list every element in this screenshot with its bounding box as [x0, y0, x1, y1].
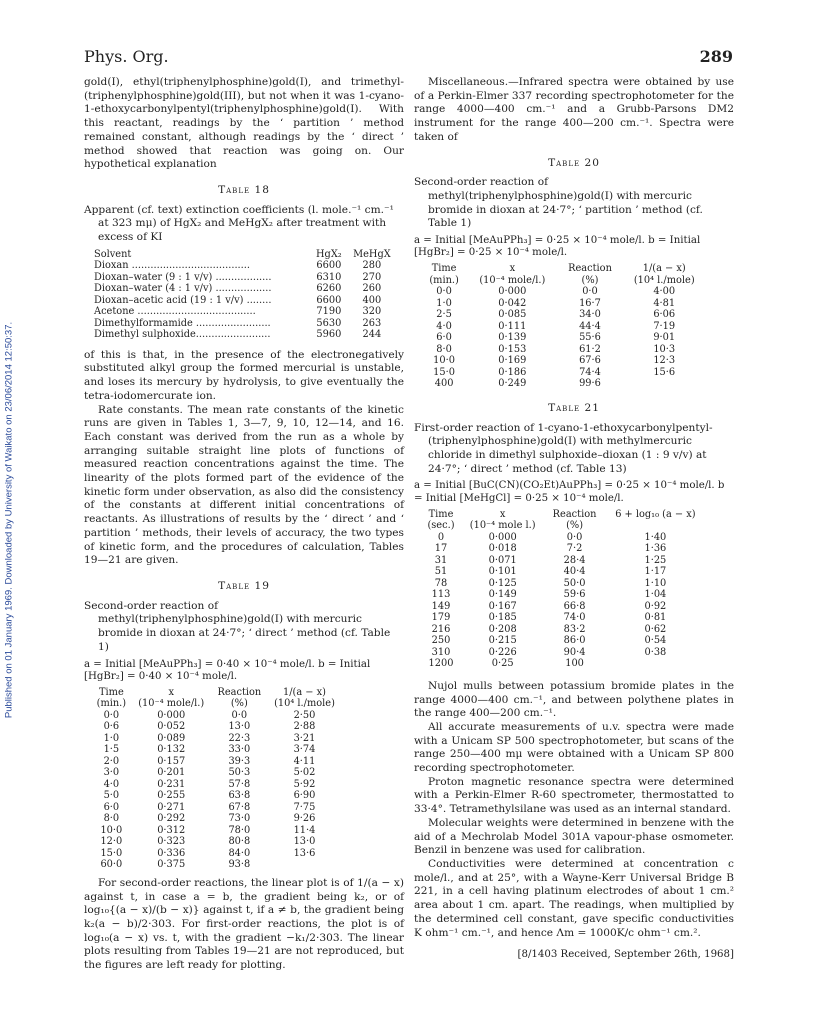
table-row	[422, 635, 707, 647]
table-cell: 179	[431, 612, 451, 624]
table-cell: 5·02	[293, 767, 316, 779]
table-row	[422, 332, 707, 344]
table-header-cell: x	[499, 508, 506, 520]
table-cell: 13·0	[228, 721, 251, 733]
paragraph: Rate constants. The mean rate constants of the kinetic runs are given in Tables 1, 3—7, 9, 10, 12—14, and 16. Each constant was derived from the run as a whole by arranging suitable straight line plots of functions of measured reaction concentrations against the time. The linearity of the plots formed part of the evidence of the kinetic form under observation, as also did the consistency of the constants at different initial concentrations of reactants. As illustrations of results by the ‘ direct ’ and ‘ partition ’ methods, their levels of accuracy, the two types of kinetic form, and the procedures of calculation, Tables 19—21 are given.	[84, 403, 404, 567]
table-cell: 13·0	[293, 836, 316, 848]
table-header-cell: x	[509, 263, 516, 275]
table-cell: 400	[434, 378, 454, 390]
table-cell: 51	[434, 566, 448, 578]
paragraph: Conductivities were determined at concentration c mole/l., and at 25°, with a Wayne-Kerr Universal Bridge B 221, in a cell having platinum electrodes of about 1 cm.² area about 1 cm. apart. The readings, when multiplied by the determined cell constant, gave specific conductivities K ohm⁻¹ cm.⁻¹, and hence Λm = 1000K/c ohm⁻¹ cm.².	[414, 858, 734, 939]
table-row	[422, 344, 707, 356]
table-cell: 0·81	[644, 612, 667, 624]
table-row	[92, 790, 342, 802]
table-cell: 0·38	[644, 646, 667, 658]
table-cell: 0·018	[488, 543, 517, 555]
table-cell: 100	[565, 658, 584, 670]
table-header-cell: (%)	[581, 274, 599, 286]
table-cell: 6310	[316, 271, 342, 283]
table-19-initial-conditions: a = Initial [MeAuPPh₃] = 0·40 × 10⁻⁴ mole/l. b = Initial [HgBr₂] = 0·40 × 10⁻⁴ mole/l.	[84, 658, 371, 682]
paragraph: Nujol mulls between potassium bromide plates in the range 4000—400 cm.⁻¹, and between polythene plates in the range 400—200 cm.⁻¹.	[414, 679, 734, 720]
table-row	[92, 767, 342, 779]
table-cell: 4·11	[293, 755, 316, 767]
table-row	[92, 306, 397, 318]
table-cell: 99·6	[579, 378, 601, 390]
paragraph: Molecular weights were determined in benzene with the aid of a Mechrolab Model 301A vapour-phase osmometer. Benzil in benzene was used for calibration.	[414, 816, 734, 857]
table-cell: 17	[434, 543, 448, 555]
table-cell: 16·7	[579, 297, 601, 309]
table-cell: 78·0	[228, 824, 251, 836]
table-cell: 1·40	[644, 531, 667, 543]
table-row	[92, 859, 342, 871]
table-cell: 10·3	[653, 343, 676, 355]
table-header-cell: (10⁻⁴ mole/l.)	[138, 698, 205, 710]
table-cell: 0·052	[157, 721, 186, 733]
table-cell	[621, 378, 707, 390]
table-19-description: Second-order reaction of methyl(triphenylphosphine)gold(I) with mercuric bromide in dioxan at 24·7°; ‘ direct ’ method (cf. Table 1)	[84, 599, 391, 653]
table-header-cell: (10⁻⁴ mole l.)	[469, 520, 536, 532]
table-cell: 83·2	[563, 623, 586, 635]
table-cell: 4·81	[653, 297, 676, 309]
table-cell: Dioxan–acetic acid (19 : 1 v/v) ........	[94, 294, 272, 306]
table-cell: 50·3	[228, 767, 251, 779]
table-row	[422, 566, 707, 578]
table-21-initial-conditions: a = Initial [BuC(CN)(CO₂Et)AuPPh₃] = 0·25 × 10⁻⁴ mole/l. b = Initial [MeHgCl] = 0·25 × 10⁻⁴ mole/l.	[414, 480, 725, 504]
table-cell: 66·8	[563, 600, 586, 612]
table-header-cell: MeHgX	[353, 248, 391, 260]
table-cell: Dimethylformamide ........................	[94, 317, 271, 329]
table-cell: 73·0	[228, 813, 251, 825]
table-cell: 0·231	[157, 778, 186, 790]
table-header-cell: 1/(a − x)	[642, 263, 686, 275]
table-cell: 5·0	[103, 790, 120, 802]
table-cell: 13·6	[293, 847, 316, 859]
table-header-cell: (sec.)	[427, 520, 455, 532]
table-cell: 3·21	[293, 732, 316, 744]
table-cell	[604, 658, 707, 670]
table-header-cell: Reaction	[552, 508, 597, 520]
table-cell: 0·132	[157, 744, 186, 756]
table-19	[92, 687, 342, 871]
table-header-cell: x	[168, 686, 174, 698]
table-row	[92, 721, 342, 733]
table-18	[92, 249, 397, 341]
table-cell: 80·8	[228, 836, 251, 848]
table-cell: 0·000	[498, 286, 527, 298]
table-cell: 0·139	[498, 332, 527, 344]
table-header-cell: Time	[428, 508, 454, 520]
table-cell: 0·111	[498, 320, 527, 332]
table-cell: 2·50	[293, 709, 316, 721]
table-cell: 11·4	[293, 824, 316, 836]
table-cell: 0·125	[488, 577, 517, 589]
table-cell: 0·249	[498, 378, 527, 390]
table-18-caption: Table 18	[218, 183, 270, 196]
table-cell: 1·5	[103, 744, 120, 756]
paragraph: Proton magnetic resonance spectra were determined with a Perkin-Elmer R-60 spectrometer, thermostatted to 33·4°. Tetramethylsilane was used as an internal standard.	[414, 775, 734, 816]
table-cell: 244	[362, 329, 382, 341]
table-cell: 61·2	[579, 343, 601, 355]
table-header-cell: Reaction	[568, 263, 612, 275]
table-row	[422, 355, 707, 367]
table-cell: 0·153	[498, 343, 527, 355]
table-19-caption: Table 19	[218, 579, 270, 592]
table-cell: Dioxan ......................................	[94, 260, 251, 272]
table-18-description: Apparent (cf. text) extinction coefficients (l. mole.⁻¹ cm.⁻¹ at 323 mμ) of HgX₂ and MeHgX₂ after treatment with excess of KI	[84, 203, 394, 244]
table-cell: Acetone ......................................	[94, 306, 256, 318]
table-row	[422, 624, 707, 636]
table-cell: 34·0	[579, 309, 601, 321]
table-cell: 0·000	[488, 531, 517, 543]
table-cell: 12·0	[100, 836, 123, 848]
table-row	[92, 813, 342, 825]
table-row	[422, 601, 707, 613]
table-row	[422, 647, 707, 659]
table-row	[422, 321, 707, 333]
table-20-initial-conditions: a = Initial [MeAuPPh₃] = 0·25 × 10⁻⁴ mole/l. b = Initial [HgBr₂] = 0·25 × 10⁻⁴ mole/l.	[414, 235, 701, 259]
table-header-cell: Reaction	[217, 686, 262, 698]
table-cell: 0·201	[157, 767, 186, 779]
table-row	[92, 848, 342, 860]
table-cell: 270	[362, 271, 382, 283]
table-cell: 67·8	[228, 801, 251, 813]
table-row	[92, 733, 342, 745]
paragraph: of this is that, in the presence of the electronegatively substituted alkyl group the formed mercurial is unstable, and loses its mercury by hydrolysis, to give eventually the tetra-iodomercurate ion.	[84, 348, 404, 402]
table-cell: 5960	[316, 329, 342, 341]
table-cell: 0·208	[488, 623, 517, 635]
table-cell: 22·3	[228, 732, 251, 744]
table-row	[92, 260, 397, 272]
table-cell: 0·167	[488, 600, 517, 612]
table-cell: 6·90	[293, 790, 316, 802]
table-cell: 0·0	[582, 286, 598, 298]
table-cell: 7·75	[293, 801, 316, 813]
received-date: [8/1403 Received, September 26th, 1968]	[517, 949, 734, 961]
table-cell: 0·0	[436, 286, 452, 298]
table-row	[422, 309, 707, 321]
table-cell: 1·10	[644, 577, 667, 589]
table-cell: 6·0	[436, 332, 452, 344]
table-cell: 0·6	[103, 721, 120, 733]
table-header-cell: (min.)	[429, 274, 459, 286]
paragraph: All accurate measurements of u.v. spectra were made with a Unicam SP 500 spectrophotometer, but scans of the range 250—400 mμ were obtained with a Unicam SP 800 recording spectrophotometer.	[414, 720, 734, 775]
table-cell: 216	[431, 623, 451, 635]
table-cell: 0·271	[157, 801, 186, 813]
table-cell: 0·54	[644, 635, 667, 647]
table-cell: 250	[431, 635, 451, 647]
table-21-caption: Table 21	[548, 401, 600, 414]
table-cell: 0·071	[488, 554, 517, 566]
table-row	[422, 555, 707, 567]
table-cell: 2·0	[103, 755, 120, 767]
table-cell: Dimethyl sulphoxide........................	[94, 329, 271, 341]
table-row	[92, 802, 342, 814]
table-cell: 263	[362, 317, 382, 329]
table-cell: Dioxan–water (9 : 1 v/v) ..................	[94, 271, 272, 283]
table-cell: 320	[362, 306, 382, 318]
table-cell: 3·74	[293, 744, 316, 756]
table-cell: 1·36	[644, 543, 667, 555]
table-cell: Dioxan–water (4 : 1 v/v) ..................	[94, 283, 272, 295]
table-cell: 0	[437, 531, 445, 543]
table-cell: 84·0	[228, 847, 251, 859]
table-header-cell: Solvent	[94, 248, 132, 260]
table-cell: 7·2	[566, 543, 583, 555]
table-header-cell: (10⁴ l./mole)	[274, 698, 335, 710]
table-cell: 60·0	[100, 859, 123, 871]
table-cell: 1·25	[644, 554, 667, 566]
table-cell: 310	[431, 646, 451, 658]
journal-section: Phys. Org.	[84, 47, 169, 66]
table-cell: 1·04	[644, 589, 667, 601]
table-header-cell: (%)	[566, 520, 584, 532]
table-row	[92, 779, 342, 791]
right-column	[414, 76, 734, 962]
table-cell: 12·3	[653, 355, 676, 367]
table-21	[422, 509, 707, 670]
page-header	[84, 47, 733, 69]
table-row	[92, 329, 397, 341]
table-header-cell: (10⁻⁴ mole/l.)	[479, 274, 546, 286]
table-cell: 5·92	[293, 778, 316, 790]
table-cell: 6·0	[103, 801, 120, 813]
table-cell: 0·157	[157, 755, 186, 767]
table-header-cell	[604, 520, 707, 532]
table-cell: 1·17	[644, 566, 667, 578]
table-cell: 0·042	[498, 297, 527, 309]
table-cell: 149	[431, 600, 451, 612]
table-cell: 0·0	[103, 709, 120, 721]
table-cell: 8·0	[436, 343, 452, 355]
table-cell: 40·4	[563, 566, 586, 578]
table-cell: 0·149	[488, 589, 517, 601]
table-20-caption: Table 20	[548, 156, 600, 169]
table-cell: 90·4	[563, 646, 586, 658]
paragraph: Miscellaneous.—Infrared spectra were obtained by use of a Perkin-Elmer 337 recording spectrophotometer for the range 4000—400 cm.⁻¹ and a Grubb-Parsons DM2 instrument for the range 400—200 cm.⁻¹. Spectra were taken of	[414, 76, 734, 143]
table-cell: 0·0	[231, 709, 248, 721]
table-cell: 15·6	[653, 366, 676, 378]
table-row	[92, 318, 397, 330]
table-cell: 4·0	[103, 778, 120, 790]
table-cell: 0·185	[488, 612, 517, 624]
table-cell: 2·5	[436, 309, 452, 321]
left-column	[84, 76, 404, 973]
table-cell: 0·323	[157, 836, 186, 848]
table-cell: 0·312	[157, 824, 186, 836]
table-row	[422, 578, 707, 590]
table-cell: 31	[434, 554, 448, 566]
table-row	[92, 744, 342, 756]
table-20	[422, 263, 707, 390]
table-cell: 93·8	[228, 859, 251, 871]
table-cell: 15·0	[100, 847, 123, 859]
table-cell: 0·62	[644, 623, 667, 635]
table-cell: 1200	[428, 658, 454, 670]
table-cell: 59·6	[563, 589, 586, 601]
table-cell: 10·0	[100, 824, 123, 836]
table-row	[422, 658, 707, 670]
table-cell: 9·01	[653, 332, 676, 344]
table-cell: 6260	[316, 283, 342, 295]
table-cell: 0·255	[157, 790, 186, 802]
table-row	[422, 589, 707, 601]
table-row	[422, 298, 707, 310]
table-row	[422, 532, 707, 544]
table-cell: 260	[362, 283, 382, 295]
table-cell: 10·0	[433, 355, 455, 367]
table-header-cell: Time	[431, 263, 457, 275]
table-row	[92, 710, 342, 722]
table-cell: 0·101	[488, 566, 517, 578]
table-header-cell: 1/(a − x)	[283, 686, 326, 698]
table-row	[422, 612, 707, 624]
table-cell: 5630	[316, 317, 342, 329]
table-cell: 0·0	[566, 531, 583, 543]
table-cell: 63·8	[228, 790, 251, 802]
table-row	[92, 272, 397, 284]
table-cell: 0·215	[488, 635, 517, 647]
table-cell: 55·6	[579, 332, 601, 344]
table-cell: 9·26	[293, 813, 316, 825]
table-21-description: First-order reaction of 1-cyano-1-ethoxycarbonylpentyl-(triphenylphosphine)gold(I) with methylmercuric chloride in dimethyl sulphoxide–dioxan (1 : 9 v/v) at 24·7°; ‘ direct ’ method (cf. Table 13)	[414, 421, 713, 475]
table-header-cell: (%)	[230, 698, 248, 710]
table-cell: 280	[362, 260, 382, 272]
table-cell: 2·88	[293, 721, 316, 733]
table-cell: 67·6	[579, 355, 601, 367]
table-cell: 74·4	[579, 366, 601, 378]
table-cell: 6600	[316, 294, 342, 306]
table-cell: 7190	[316, 306, 342, 318]
table-cell: 0·292	[157, 813, 186, 825]
table-cell: 6600	[316, 260, 342, 272]
table-cell: 0·169	[498, 355, 527, 367]
table-cell: 15·0	[433, 366, 455, 378]
table-cell: 0·000	[157, 709, 186, 721]
table-cell: 86·0	[563, 635, 586, 647]
table-cell: 0·375	[157, 859, 186, 871]
table-row	[92, 756, 342, 768]
table-cell: 7·19	[653, 320, 676, 332]
table-cell: 0·089	[157, 732, 186, 744]
table-cell: 113	[431, 589, 451, 601]
table-cell: 400	[362, 294, 382, 306]
table-row	[422, 367, 707, 379]
table-20-description: Second-order reaction of methyl(triphenylphosphine)gold(I) with mercuric bromide in dioxan at 24·7°; ‘ partition ’ method (cf. Table 1)	[414, 176, 703, 230]
table-cell: 39·3	[228, 755, 251, 767]
table-row	[422, 378, 707, 390]
table-header-cell: Time	[98, 686, 124, 698]
download-notice: Published on 01 January 1969. Downloaded by University of Waikato on 23/06/2014 12:50:37.	[3, 321, 15, 719]
table-cell: 0·336	[157, 847, 186, 859]
table-cell: 0·186	[498, 366, 527, 378]
table-row	[92, 283, 397, 295]
table-row	[422, 286, 707, 298]
table-cell: 4·00	[653, 286, 676, 298]
table-header-cell: (10⁴ l./mole)	[633, 274, 695, 286]
paragraph: gold(I), ethyl(triphenylphosphine)gold(I), and trimethyl-(triphenylphosphine)gold(III), but not when it was 1-cyano-1-ethoxycarbonylpentyl(triphenylphosphine)gold(I). With this reactant, readings by the ‘ partition ’ method remained constant, although readings by the ‘ direct ’ method showed that reaction was going on. Our hypothetical explanation	[84, 76, 404, 171]
table-header-cell: (min.)	[96, 698, 127, 710]
paragraph: For second-order reactions, the linear plot is of 1/(a − x) against t, in case a = b, the gradient being k₂, or of log₁₀{(a − x)/(b − x)} against t, if a ≠ b, the gradient being k₂(a − b)/2·303. For first-order reactions, the plot is of log₁₀(a − x) vs. t, with the gradient −k₁/2·303. The linear plots resulting from Tables 19—21 are not reproduced, but the figures are left ready for plotting.	[84, 876, 404, 972]
page-number: 289	[699, 47, 733, 66]
table-row	[422, 543, 707, 555]
table-row	[92, 825, 342, 837]
table-cell: 0·226	[488, 646, 517, 658]
table-cell: 0·92	[644, 600, 667, 612]
table-cell: 1·0	[436, 297, 452, 309]
table-header-cell: 6 + log₁₀ (a − x)	[615, 508, 696, 520]
table-row	[92, 295, 397, 307]
table-cell: 78	[434, 577, 448, 589]
table-cell: 50·0	[563, 577, 586, 589]
table-cell: 33·0	[228, 744, 251, 756]
table-header-cell: HgX₂	[316, 248, 342, 260]
table-cell: 74·0	[563, 612, 586, 624]
table-cell: 3·0	[103, 767, 120, 779]
table-cell	[267, 859, 342, 871]
table-cell: 28·4	[563, 554, 586, 566]
table-cell: 44·4	[579, 320, 601, 332]
table-cell: 4·0	[436, 320, 452, 332]
table-cell: 8·0	[103, 813, 120, 825]
table-row	[92, 836, 342, 848]
table-cell: 57·8	[228, 778, 251, 790]
table-cell: 0·085	[498, 309, 527, 321]
table-cell: 6·06	[653, 309, 676, 321]
table-cell: 1·0	[103, 732, 120, 744]
table-cell: 0·25	[491, 658, 514, 670]
